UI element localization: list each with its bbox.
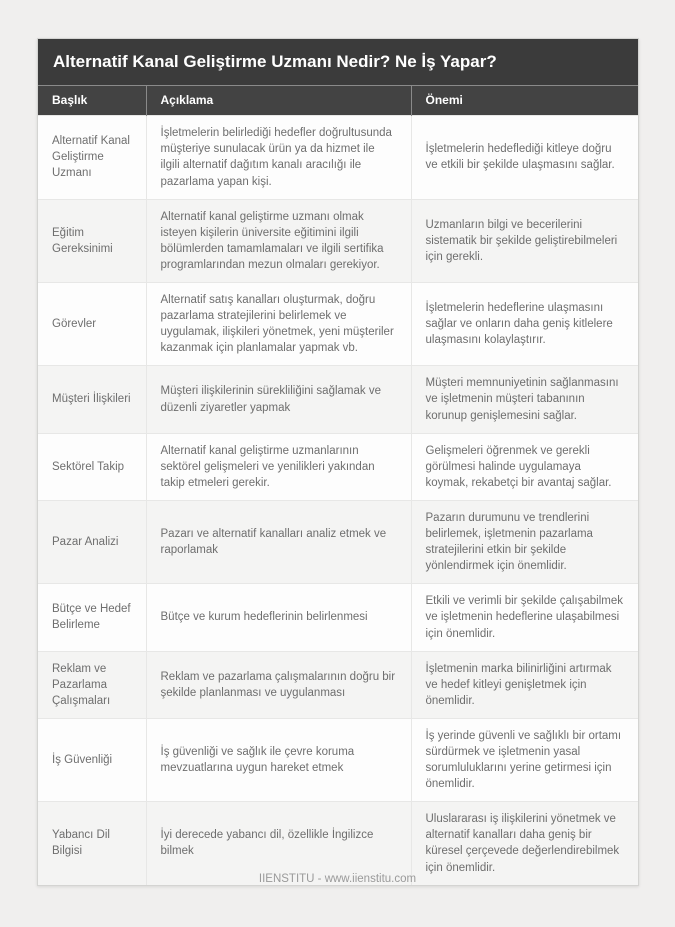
table-row — [38, 116, 638, 199]
cell-baslik: İş Güvenliği — [38, 718, 146, 801]
cell-onemi: Müşteri memnuniyetinin sağlanmasını ve işletmenin müşteri tabanının korunup genişlemesini sağlar. — [411, 366, 638, 433]
column-header-aciklama: Açıklama — [146, 86, 411, 116]
cell-aciklama: İyi derecede yabancı dil, özellikle İngilizce bilmek — [146, 802, 411, 885]
cell-baslik: Eğitim Gereksinimi — [38, 199, 146, 282]
table-row — [38, 199, 638, 282]
cell-baslik: Yabancı Dil Bilgisi — [38, 802, 146, 885]
cell-aciklama: İşletmelerin belirlediği hedefler doğrultusunda müşteriye sunulacak ürün ya da hizmet ile ilgili alternatif dağıtım kanalı aracılığı ile pazarlama yapan kişi. — [146, 116, 411, 199]
cell-aciklama: Pazarı ve alternatif kanalları analiz etmek ve raporlamak — [146, 500, 411, 583]
cell-aciklama: Alternatif kanal geliştirme uzmanlarının sektörel gelişmeleri ve yenilikleri yakından takip etmeleri gerekir. — [146, 433, 411, 500]
cell-aciklama: Alternatif satış kanalları oluşturmak, doğru pazarlama stratejilerini belirlemek ve uygulamak, ilişkileri yönetmek, yeni müşteriler kazanmak için planlamalar yapmak vb. — [146, 283, 411, 366]
cell-baslik: Görevler — [38, 283, 146, 366]
cell-aciklama: Müşteri ilişkilerinin sürekliliğini sağlamak ve düzenli ziyaretler yapmak — [146, 366, 411, 433]
cell-onemi: İşletmelerin hedeflediği kitleye doğru ve etkili bir şekilde ulaşmasını sağlar. — [411, 116, 638, 199]
table-header-row — [38, 86, 638, 116]
cell-baslik: Pazar Analizi — [38, 500, 146, 583]
cell-aciklama: Alternatif kanal geliştirme uzmanı olmak isteyen kişilerin üniversite eğitimini ilgili bölümlerden tamamlamaları ve ilgili sertifika programlarından mezun olmaları gerekiyor. — [146, 199, 411, 282]
cell-onemi: İşletmenin marka bilinirliğini artırmak ve hedef kitleyi genişletmek için önemlidir. — [411, 651, 638, 718]
cell-aciklama: İş güvenliği ve sağlık ile çevre koruma mevzuatlarına uygun hareket etmek — [146, 718, 411, 801]
info-table — [38, 85, 638, 884]
table-card — [37, 38, 639, 886]
cell-onemi: İşletmelerin hedeflerine ulaşmasını sağlar ve onların daha geniş kitlelere ulaşmasını kolaylaştırır. — [411, 283, 638, 366]
cell-onemi: Uluslararası iş ilişkilerini yönetmek ve alternatif kanalları daha geniş bir küresel çerçevede değerlendirebilmek için önemlidir. — [411, 802, 638, 885]
cell-onemi: Etkili ve verimli bir şekilde çalışabilmek ve işletmenin hedeflerine ulaşabilmesi için önemlidir. — [411, 584, 638, 651]
column-header-onemi: Önemi — [411, 86, 638, 116]
cell-aciklama: Reklam ve pazarlama çalışmalarının doğru bir şekilde planlanması ve uygulanması — [146, 651, 411, 718]
page-title: Alternatif Kanal Geliştirme Uzmanı Nedir? Ne İş Yapar? — [38, 39, 638, 85]
table-row — [38, 433, 638, 500]
table-row — [38, 718, 638, 801]
table-row — [38, 584, 638, 651]
cell-aciklama: Bütçe ve kurum hedeflerinin belirlenmesi — [146, 584, 411, 651]
cell-onemi: İş yerinde güvenli ve sağlıklı bir ortamı sürdürmek ve işletmenin yasal sorumluluklarını yerine getirmesi için önemlidir. — [411, 718, 638, 801]
table-body — [38, 116, 638, 885]
cell-onemi: Gelişmeleri öğrenmek ve gerekli görülmesi halinde uygulamaya koymak, rekabetçi bir avantaj sağlar. — [411, 433, 638, 500]
cell-baslik: Bütçe ve Hedef Belirleme — [38, 584, 146, 651]
table-row — [38, 500, 638, 583]
table-row — [38, 651, 638, 718]
cell-baslik: Sektörel Takip — [38, 433, 146, 500]
cell-baslik: Reklam ve Pazarlama Çalışmaları — [38, 651, 146, 718]
cell-onemi: Pazarın durumunu ve trendlerini belirlemek, işletmenin pazarlama stratejilerini etkin bir şekilde yönlendirmek için önemlidir. — [411, 500, 638, 583]
table-row — [38, 366, 638, 433]
footer-credit: IIENSTITU - www.iienstitu.com — [258, 873, 417, 885]
cell-baslik: Alternatif Kanal Geliştirme Uzmanı — [38, 116, 146, 199]
cell-baslik: Müşteri İlişkileri — [38, 366, 146, 433]
column-header-baslik: Başlık — [38, 86, 146, 116]
cell-onemi: Uzmanların bilgi ve becerilerini sistematik bir şekilde geliştirebilmeleri için gerekli. — [411, 199, 638, 282]
table-row — [38, 283, 638, 366]
